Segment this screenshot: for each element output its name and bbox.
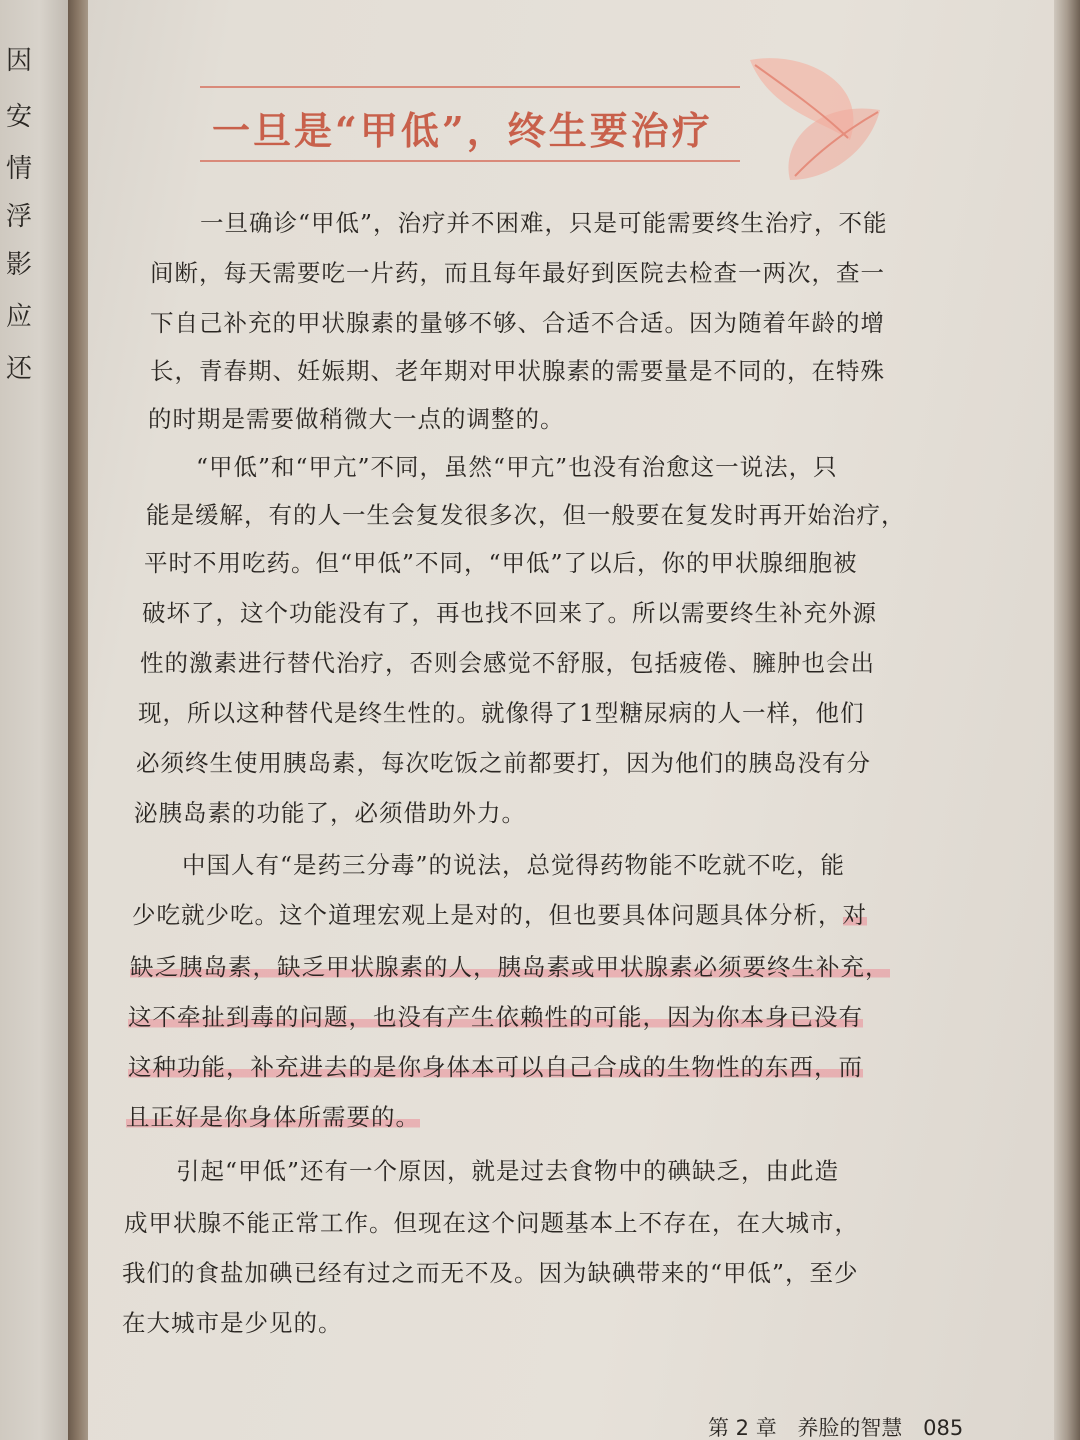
text-line: 性的激素进行替代治疗，否则会感觉不舒服，包括疲倦、臃肿也会出 xyxy=(140,649,875,677)
highlighted-text: 这种功能，补充进去的是你身体本可以自己合成的生物性的东西，而 xyxy=(128,1053,863,1081)
highlighted-line xyxy=(126,1098,420,1132)
title-rule-top xyxy=(200,86,740,88)
highlighted-line xyxy=(130,948,890,982)
chapter-title: 养脸的智慧 xyxy=(797,1416,903,1440)
text-line: “甲低”和“甲亢”不同，虽然“甲亢”也没有治愈这一说法，只 xyxy=(196,453,838,481)
text-line: 破坏了，这个功能没有了，再也找不回来了。所以需要终生补充外源 xyxy=(142,599,877,627)
text-line: 的时期是需要做稍微大一点的调整的。 xyxy=(148,405,565,433)
left-page-char: 浮 xyxy=(6,202,33,232)
left-page-char: 还 xyxy=(6,354,33,384)
left-page-char: 情 xyxy=(6,154,33,184)
text-line: 长，青春期、妊娠期、老年期对甲状腺素的需要量是不同的，在特殊 xyxy=(150,357,885,385)
left-page-char: 因 xyxy=(6,46,33,76)
text-line: 下自己补充的甲状腺素的量够不够、合适不合适。因为随着年龄的增 xyxy=(150,309,885,337)
text-line: 能是缓解，有的人一生会复发很多次，但一般要在复发时再开始治疗， xyxy=(146,501,906,529)
text-line: 在大城市是少见的。 xyxy=(122,1309,343,1337)
text-line: 引起“甲低”还有一个原因，就是过去食物中的碘缺乏，由此造 xyxy=(176,1157,840,1185)
highlighted-line xyxy=(128,998,863,1032)
text-line: 平时不用吃药。但“甲低”不同，“甲低”了以后，你的甲状腺细胞被 xyxy=(144,549,858,577)
highlighted-line xyxy=(128,1048,863,1082)
text-line xyxy=(132,896,867,930)
page-number: 085 xyxy=(923,1416,964,1440)
left-page-char: 影 xyxy=(6,250,33,280)
text-line: 泌胰岛素的功能了，必须借助外力。 xyxy=(134,799,526,827)
text-line: 现，所以这种替代是终生性的。就像得了1型糖尿病的人一样，他们 xyxy=(138,699,865,727)
page-footer xyxy=(708,1412,977,1440)
text-line: 中国人有“是药三分毒”的说法，总觉得药物能不吃就不吃，能 xyxy=(182,851,846,879)
highlighted-text: 这不牵扯到毒的问题，也没有产生依赖性的可能，因为你本身已没有 xyxy=(128,1003,863,1031)
text-line: 必须终生使用胰岛素，每次吃饭之前都要打，因为他们的胰岛没有分 xyxy=(136,749,871,777)
highlighted-text: 缺乏胰岛素，缺乏甲状腺素的人，胰岛素或甲状腺素必须要终生补充， xyxy=(130,953,890,981)
highlighted-text: 对 xyxy=(842,901,867,929)
text-line: 我们的食盐加碘已经有过之而无不及。因为缺碘带来的“甲低”，至少 xyxy=(122,1259,859,1287)
title-rule-bottom xyxy=(200,160,740,162)
highlighted-text: 且正好是你身体所需要的。 xyxy=(126,1103,420,1131)
text-line: 成甲状腺不能正常工作。但现在这个问题基本上不存在，在大城市， xyxy=(124,1209,859,1237)
leaf-icon xyxy=(730,40,890,200)
text-line: 间断，每天需要吃一片药，而且每年最好到医院去检查一两次，查一 xyxy=(150,259,885,287)
page-stack-edge xyxy=(1054,0,1080,1440)
section-title: 一旦是“甲低”，终生要治疗 xyxy=(212,108,713,153)
text-line: 一旦确诊“甲低”，治疗并不困难，只是可能需要终生治疗，不能 xyxy=(200,209,888,237)
text-segment: 少吃就少吃。这个道理宏观上是对的，但也要具体问题具体分析， xyxy=(132,901,843,929)
chapter-label: 第 2 章 xyxy=(708,1416,777,1440)
left-page-char: 应 xyxy=(6,302,33,332)
left-page-edge xyxy=(0,0,72,1440)
left-page-char: 安 xyxy=(6,102,33,132)
